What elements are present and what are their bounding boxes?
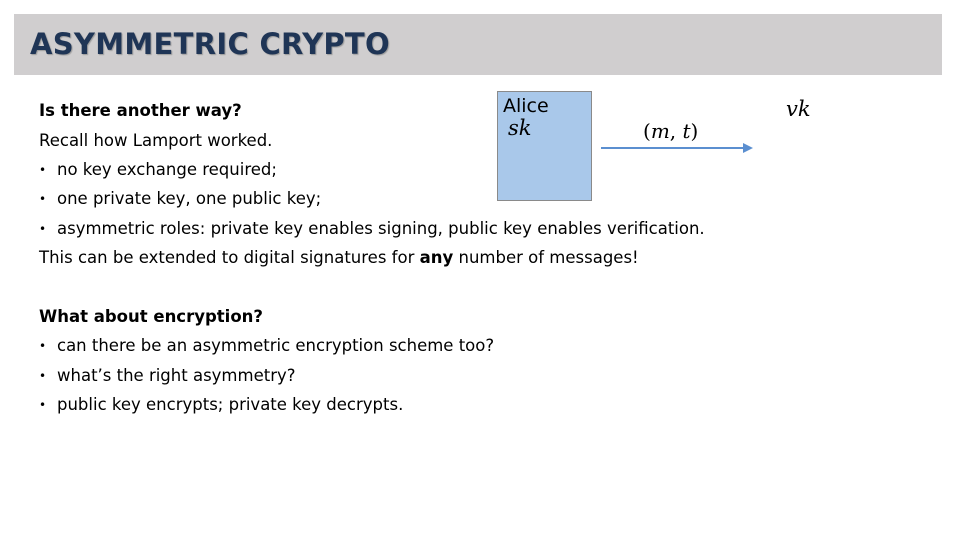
encryption-bullet (39, 336, 494, 356)
bullet-dot: • (39, 398, 47, 412)
title-bar (14, 14, 942, 75)
intro-bullet (39, 219, 705, 239)
bullet-dot: • (39, 222, 47, 236)
intro-bullet (39, 160, 277, 180)
message-t: t (682, 119, 691, 143)
bullet-text: asymmetric roles: private key enables signing, public key enables verification. (57, 219, 705, 238)
send-arrow (601, 140, 753, 156)
bullet-dot: • (39, 339, 47, 353)
message-open-paren: ( (643, 119, 651, 143)
message-separator: , (669, 119, 683, 143)
bullet-dot: • (39, 163, 47, 177)
extension-text-after: number of messages! (453, 248, 639, 267)
extension-text-before: This can be extended to digital signatures for (39, 248, 420, 267)
intro-bullet (39, 189, 321, 209)
bullet-text: what’s the right asymmetry? (57, 366, 296, 385)
bullet-dot: • (39, 369, 47, 383)
arrow-head (743, 143, 753, 153)
bullet-text: no key exchange required; (57, 160, 277, 179)
message-m: m (650, 119, 670, 143)
alice-label: Alice (503, 95, 549, 117)
intro-recall: Recall how Lamport worked. (39, 131, 273, 150)
secret-key-label: sk (508, 116, 532, 140)
slide-title: ASYMMETRIC CRYPTO (30, 27, 390, 61)
encryption-bullet (39, 395, 403, 415)
encryption-bullet (39, 366, 296, 386)
bullet-text: public key encrypts; private key decrypts. (57, 395, 404, 414)
message-close-paren: ) (690, 119, 699, 143)
encryption-question: What about encryption? (39, 307, 263, 326)
bullet-text: can there be an asymmetric encryption scheme too? (57, 336, 495, 355)
extension-statement (39, 248, 639, 268)
intro-question: Is there another way? (39, 101, 242, 120)
bullet-dot: • (39, 192, 47, 206)
verify-key-label: vk (786, 97, 811, 121)
bullet-text: one private key, one public key; (57, 189, 322, 208)
extension-emphasis: any (419, 248, 454, 267)
